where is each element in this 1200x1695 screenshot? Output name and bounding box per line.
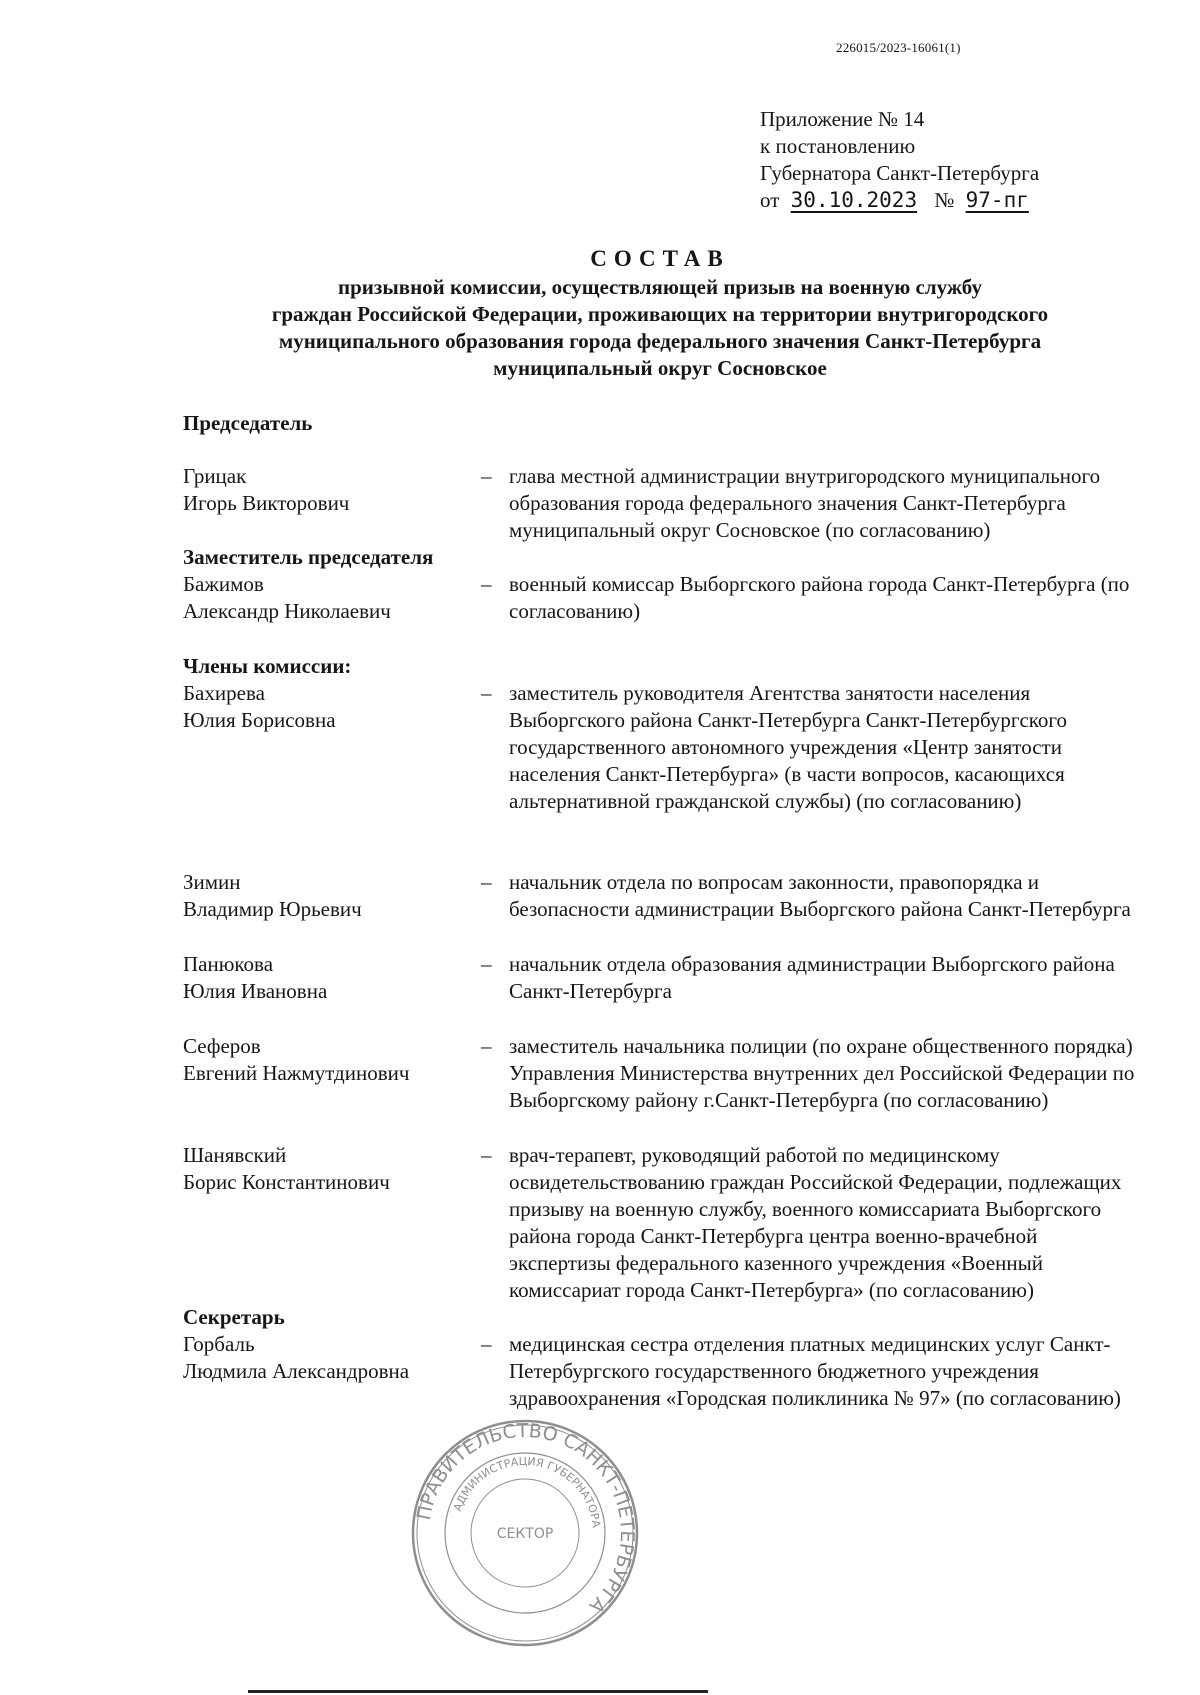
appendix-line: Губернатора Санкт-Петербурга: [760, 161, 1040, 185]
member-entry: [183, 1142, 1143, 1304]
member-entry: [183, 951, 1143, 1005]
member-entry: [183, 1033, 1143, 1114]
member-surname: Бажимов: [183, 572, 264, 596]
title-block: [0, 246, 1200, 382]
member-name: [183, 1142, 481, 1304]
member-given-names: Юлия Ивановна: [183, 979, 328, 1003]
member-surname: Горбаль: [183, 1332, 255, 1356]
member-position: глава местной администрации внутригородского муниципального образования города федерального значения Санкт-Петербурга муниципальный округ Сосновское (по согласованию): [509, 464, 1101, 542]
member-surname: Грицак: [183, 464, 247, 488]
member-given-names: Игорь Викторович: [183, 491, 350, 515]
role-heading-chairman: Председатель: [183, 411, 313, 435]
member-surname: Зимин: [183, 870, 241, 894]
member-given-names: Борис Константинович: [183, 1170, 390, 1194]
dash: –: [481, 1143, 492, 1167]
resolution-number: 97-пг: [965, 188, 1029, 212]
member-position: начальник отдела по вопросам законности, правопорядка и безопасности администрации Выборгского района Санкт-Петербурга: [509, 870, 1131, 921]
member-surname: Панюкова: [183, 952, 274, 976]
role-heading-deputy: Заместитель председателя: [183, 545, 434, 569]
document-title: СОСТАВ: [590, 246, 730, 271]
member-given-names: Евгений Нажмутдинович: [183, 1061, 410, 1085]
bottom-divider: [248, 1690, 708, 1693]
member-name: [183, 463, 481, 544]
stamp-outer-text: ПРАВИТЕЛЬСТВО САНКТ-ПЕТЕРБУРГА: [412, 1419, 639, 1618]
dash: –: [481, 1332, 492, 1356]
resolution-date: 30.10.2023: [790, 188, 918, 212]
stamp-inner-text: АДМИНИСТРАЦИЯ ГУБЕРНАТОРА: [450, 1454, 603, 1529]
role-heading-members: Члены комиссии:: [183, 654, 352, 678]
dash: –: [481, 681, 492, 705]
member-entry: [183, 571, 1143, 625]
appendix-line: к постановлению: [760, 134, 916, 158]
subtitle-line: граждан Российской Федерации, проживающих на территории внутригородского: [271, 302, 1049, 326]
appendix-date-line: [760, 187, 1039, 214]
dash: –: [481, 870, 492, 894]
document-registration-number: 226015/2023-16061(1): [836, 40, 961, 55]
member-given-names: Юлия Борисовна: [183, 708, 336, 732]
member-position: медицинская сестра отделения платных медицинских услуг Санкт-Петербургского государственного бюджетного учреждения здравоохранения «Городская поликлиника № 97» (по согласованию): [509, 1332, 1121, 1410]
member-entry: [183, 869, 1143, 923]
member-surname: Сеферов: [183, 1034, 261, 1058]
member-entry: [183, 680, 1143, 815]
member-given-names: Людмила Александровна: [183, 1359, 410, 1383]
dash: –: [481, 464, 492, 488]
dash: –: [481, 952, 492, 976]
member-surname: Бахирева: [183, 681, 265, 705]
dash: –: [481, 572, 492, 596]
member-given-names: Владимир Юрьевич: [183, 897, 362, 921]
date-prefix: от: [760, 188, 780, 212]
member-name: [183, 1331, 481, 1412]
subtitle-line: муниципального образования города федерального значения Санкт-Петербурга: [278, 329, 1042, 353]
role-heading-secretary: Секретарь: [183, 1305, 285, 1329]
member-name: [183, 571, 481, 625]
member-name: [183, 951, 481, 1005]
appendix-line: Приложение № 14: [760, 107, 925, 131]
stamp-center-text: СЕКТОР: [496, 1526, 554, 1542]
dash: –: [481, 1034, 492, 1058]
commission-list: [183, 410, 1143, 1412]
member-given-names: Александр Николаевич: [183, 599, 391, 623]
member-position: начальник отдела образования администрации Выборгского района Санкт-Петербурга: [509, 952, 1115, 1003]
member-entry: [183, 1331, 1143, 1412]
subtitle-line: муниципальный округ Сосновское: [493, 356, 827, 380]
member-name: [183, 869, 481, 923]
appendix-block: [760, 106, 1039, 214]
member-entry: [183, 463, 1143, 544]
official-seal-stamp: [410, 1418, 640, 1648]
member-position: врач-терапевт, руководящий работой по медицинскому освидетельствованию граждан Российской Федерации, подлежащих призыву на военную службу, военного комиссариата Выборгского района города Санкт-Петербурга центра военно-врачебной экспертизы федерального казенного учреждения «Военный комиссариат города Санкт-Петербурга» (по согласованию): [509, 1143, 1122, 1302]
member-surname: Шанявский: [183, 1143, 287, 1167]
member-position: заместитель руководителя Агентства занятости населения Выборгского района Санкт-Петербурга Санкт-Петербургского государственного автономного учреждения «Центр занятости населения Санкт-Петербурга» (в части вопросов, касающихся альтернативной гражданской службы) (по согласованию): [509, 681, 1067, 813]
subtitle-line: призывной комиссии, осуществляющей призыв на военную службу: [338, 275, 982, 299]
number-sign: №: [934, 188, 955, 212]
member-position: военный комиссар Выборгского района города Санкт-Петербурга (по согласованию): [509, 572, 1130, 623]
member-name: [183, 1033, 481, 1114]
member-position: заместитель начальника полиции (по охране общественного порядка) Управления Министерства внутренних дел Российской Федерации по Выборгскому району г.Санкт-Петербурга (по согласованию): [509, 1034, 1135, 1112]
member-name: [183, 680, 481, 815]
